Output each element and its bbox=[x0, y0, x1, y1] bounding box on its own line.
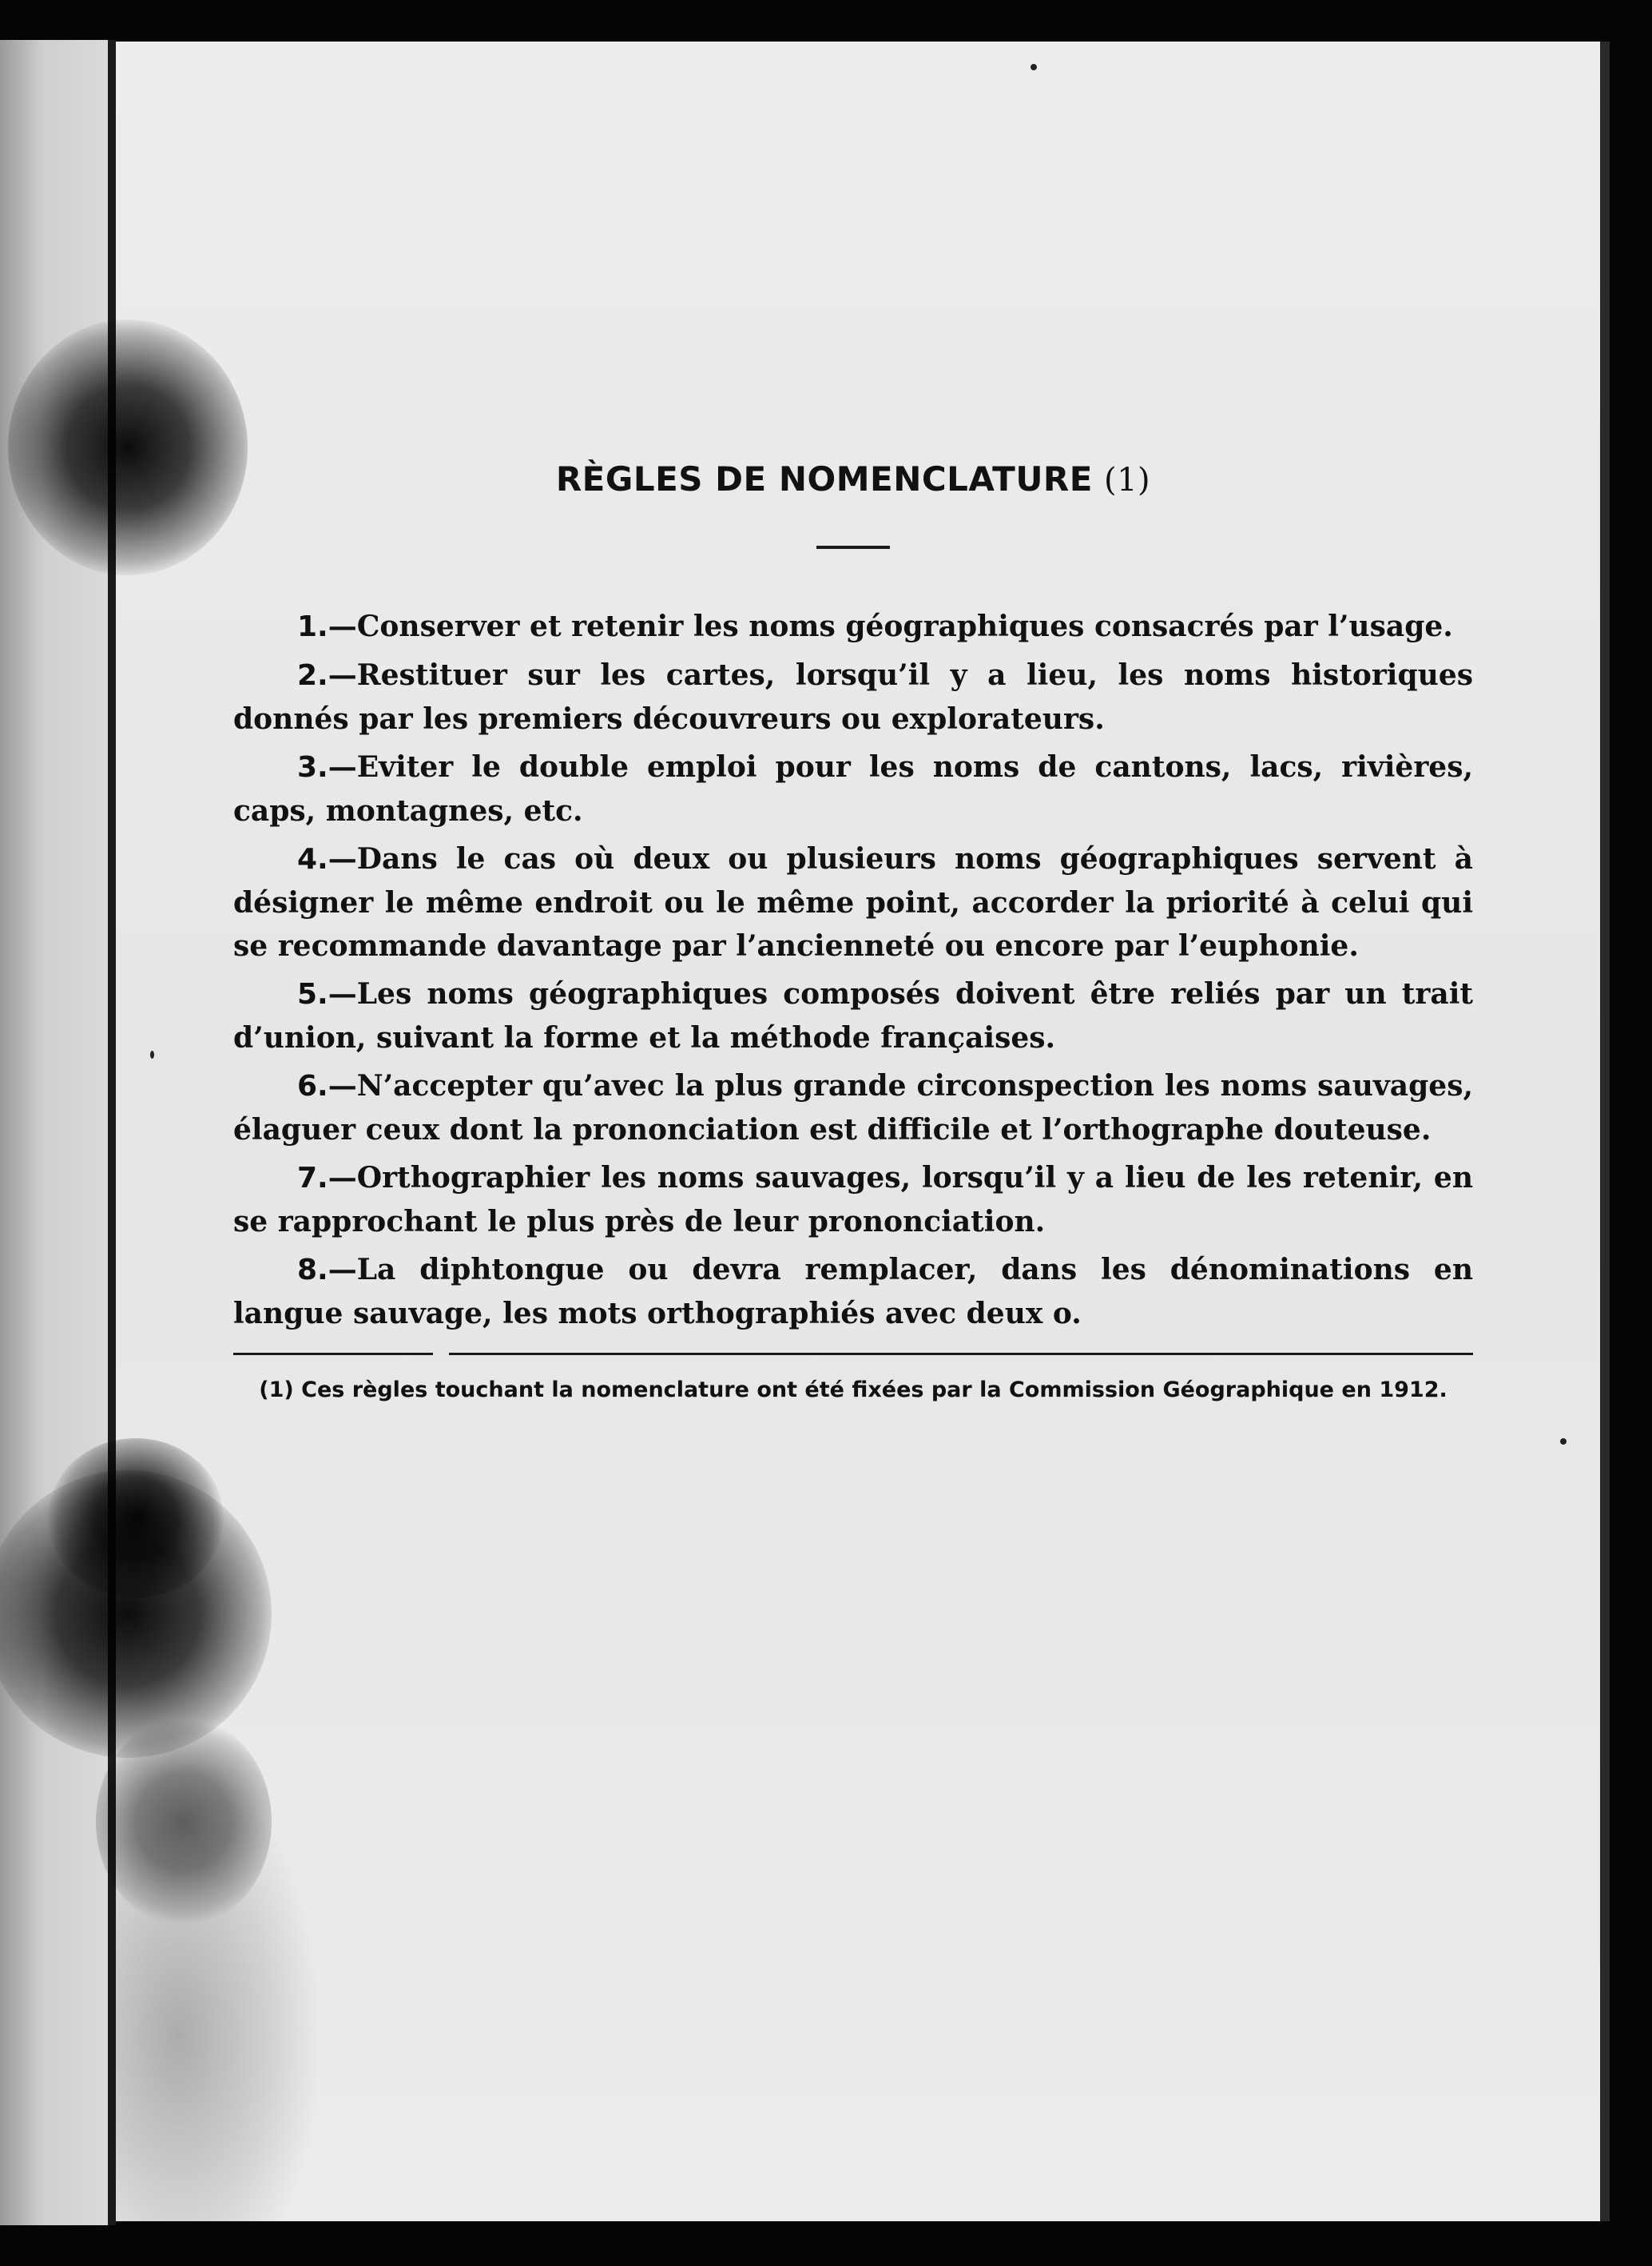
page-title bbox=[233, 447, 1473, 512]
rule-number: 2. bbox=[297, 659, 328, 692]
rule-number: 3. bbox=[297, 751, 328, 784]
dust-speck bbox=[1031, 64, 1037, 70]
rule-item bbox=[233, 654, 1473, 741]
rule-item bbox=[233, 605, 1473, 649]
rule-number: 6. bbox=[297, 1070, 328, 1103]
rule-number: 8. bbox=[297, 1254, 328, 1286]
rule-number: 4. bbox=[297, 843, 328, 876]
rule-text: —Restituer sur les cartes, lorsqu’il y a lieu, les noms historiques donnés par les premiers découvreurs ou explorateurs. bbox=[233, 658, 1473, 736]
rule-item bbox=[233, 1064, 1473, 1151]
divider-segment bbox=[233, 1353, 433, 1355]
footnote-reference: (1) bbox=[1103, 462, 1151, 499]
rule-text: —Dans le cas où deux ou plusieurs noms géographiques servent à désigner le même endroit ou le même point, accorder la priorité à celui qui se recommande davantage par l’ancienneté ou encore par l’euphonie. bbox=[233, 842, 1473, 963]
footnote: (1) Ces règles touchant la nomenclature ont été fixées par la Commission Géographique en 1912. bbox=[259, 1377, 1447, 1402]
ink-blot bbox=[8, 320, 248, 575]
rule-text: —Orthographier les noms sauvages, lorsqu’il y a lieu de les retenir, en se rapprochant le plus près de leur prononciation. bbox=[233, 1161, 1473, 1238]
divider-segment bbox=[449, 1353, 1473, 1355]
title-divider bbox=[816, 546, 890, 549]
ink-blot bbox=[96, 1718, 272, 1926]
rule-item bbox=[233, 1156, 1473, 1243]
rule-text: —N’accepter qu’avec la plus grande circonspection les noms sauvages, élaguer ceux dont la prononciation est difficile et l’orthographe douteuse. bbox=[233, 1069, 1473, 1147]
rule-item bbox=[233, 837, 1473, 968]
rule-number: 7. bbox=[297, 1162, 328, 1195]
rule-number: 5. bbox=[297, 978, 328, 1011]
document-body bbox=[233, 447, 1473, 1406]
footnote-divider bbox=[233, 1353, 1473, 1355]
dust-speck bbox=[1560, 1438, 1567, 1445]
dust-speck bbox=[150, 1051, 154, 1059]
rule-text: —Conserver et retenir les noms géographiques consacrés par l’usage. bbox=[328, 610, 1453, 643]
title-text: RÈGLES DE NOMENCLATURE bbox=[555, 459, 1093, 499]
rule-number: 1. bbox=[297, 610, 328, 643]
rule-text: —Les noms géographiques composés doivent être reliés par un trait d’union, suivant la forme et la méthode françaises. bbox=[233, 977, 1473, 1055]
rule-text: —La diphtongue ou devra remplacer, dans les dénominations en langue sauvage, les mots orthographiés avec deux o. bbox=[233, 1253, 1473, 1330]
rule-item bbox=[233, 1248, 1473, 1335]
ink-blot bbox=[48, 1438, 224, 1598]
rule-item bbox=[233, 972, 1473, 1059]
page-right-edge bbox=[1600, 42, 1610, 2221]
rule-item bbox=[233, 745, 1473, 833]
rules-list bbox=[233, 605, 1473, 1335]
rule-text: —Eviter le double emploi pour les noms de cantons, lacs, rivières, caps, montagnes, etc. bbox=[233, 750, 1473, 828]
